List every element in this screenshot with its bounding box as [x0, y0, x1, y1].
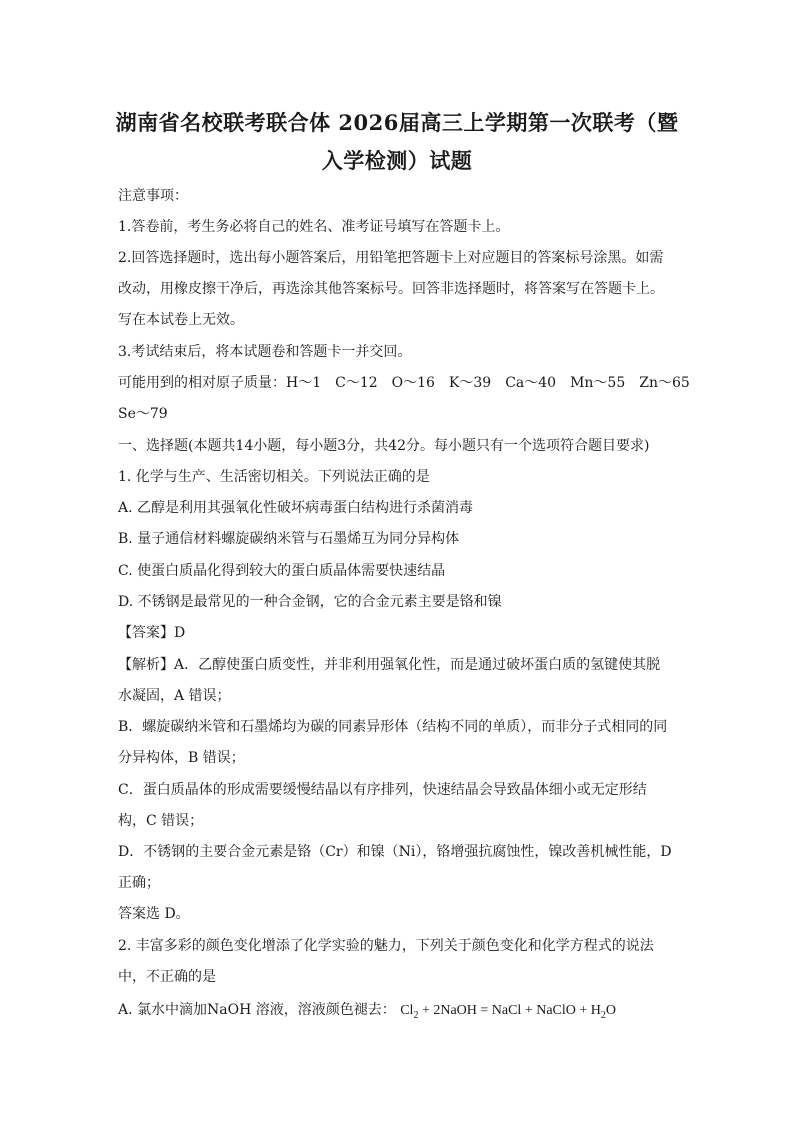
notice-item-2-line-3: 写在本试卷上无效。 [118, 312, 244, 328]
explanation-d-line-2: 正确； [118, 875, 160, 891]
question-1-stem: 1. 化学与生产、生活密切相关。下列说法正确的是 [118, 469, 430, 485]
question-1-answer: 【答案】D [118, 625, 186, 641]
question-2-option-a-text: A. 氯水中滴加NaOH 溶液，溶液颜色褪去： [118, 1002, 396, 1018]
question-1-final-answer: 答案选 D。 [118, 906, 190, 922]
explanation-a-line-2: 水凝固，A 错误； [118, 688, 231, 704]
title-line-2: 入学检测）试题 [321, 148, 473, 173]
question-1-option-d: D. 不锈钢是最常见的一种合金钢，它的合金元素主要是铬和镍 [118, 594, 502, 610]
notice-item-3: 3.考试结束后，将本试题卷和答题卡一并交回。 [118, 344, 412, 360]
section-heading: 一、选择题(本题共14小题，每小题3分，共42分。每小题只有一个选项符合题目要求) [118, 438, 650, 454]
equation-middle: + 2NaOH = NaCl + NaClO + H [418, 1003, 601, 1018]
chemical-equation [400, 1003, 617, 1021]
notice-item-2-line-2: 改动，用橡皮擦干净后，再选涂其他答案标号。回答非选择题时，将答案写在答题卡上。 [118, 281, 664, 297]
question-2-option-a [118, 1000, 678, 1026]
equation-cl: Cl [400, 1003, 414, 1018]
explanation-a-line-1: 【解析】A．乙醇使蛋白质变性，并非利用强氧化性，而是通过破坏蛋白质的氢键使其脱 [118, 657, 661, 673]
notice-heading: 注意事项： [118, 188, 188, 204]
atomic-masses-line-2: Se～79 [118, 406, 168, 422]
question-1-option-b: B. 量子通信材料螺旋碳纳米管与石墨烯互为同分异构体 [118, 531, 460, 547]
explanation-c-line-2: 构，C 错误； [118, 813, 204, 829]
equation-o: O [605, 1003, 617, 1018]
question-2-stem-line-1: 2. 丰富多彩的颜色变化增添了化学实验的魅力，下列关于颜色变化和化学方程式的说法 [118, 938, 654, 954]
explanation-b-line-1: B．螺旋碳纳米管和石墨烯均为碳的同素异形体（结构不同的单质），而非分子式相同的同 [118, 719, 668, 735]
equation-h-subscript: 2 [600, 1009, 606, 1021]
question-1-option-c: C. 使蛋白质晶化得到较大的蛋白质晶体需要快速结晶 [118, 563, 446, 579]
atomic-masses-line-1: 可能用到的相对原子质量：H～1 C～12 O～16 K～39 Ca～40 Mn～55 Zn～65 [118, 375, 690, 391]
explanation-b-line-2: 分异构体，B 错误； [118, 750, 245, 766]
question-1-option-a: A. 乙醇是利用其强氧化性破坏病毒蛋白结构进行杀菌消毒 [118, 500, 474, 516]
title-line-1: 湖南省名校联考联合体 2026届高三上学期第一次联考（暨 [115, 110, 679, 135]
equation-cl-subscript: 2 [413, 1009, 419, 1021]
notice-item-2-line-1: 2.回答选择题时，选出每小题答案后，用铅笔把答题卡上对应题目的答案标号涂黑。如需 [118, 250, 664, 266]
page-title [100, 104, 694, 180]
explanation-c-line-1: C．蛋白质晶体的形成需要缓慢结晶以有序排列，快速结晶会导致晶体细小或无定形结 [118, 782, 647, 798]
explanation-d-line-1: D．不锈钢的主要合金元素是铬（Cr）和镍（Ni），铬增强抗腐蚀性，镍改善机械性能，D [118, 844, 672, 860]
notice-item-1: 1.答卷前，考生务必将自己的姓名、准考证号填写在答题卡上。 [118, 219, 510, 235]
question-2-stem-line-2: 中，不正确的是 [118, 969, 216, 985]
